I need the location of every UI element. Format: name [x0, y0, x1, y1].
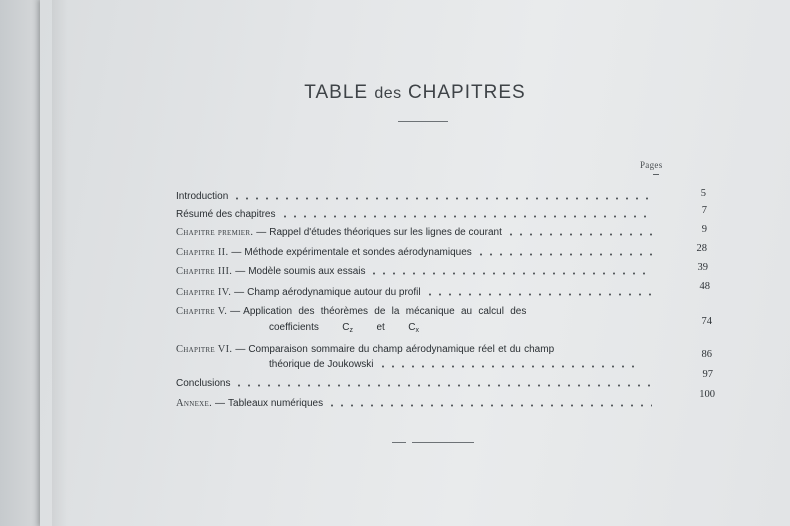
end-rule-long — [412, 442, 474, 443]
toc-entry-text-cont: et — [376, 322, 385, 333]
toc-dash: — — [231, 247, 242, 258]
toc-page-number: 86 — [701, 349, 712, 360]
leader-dots — [506, 233, 652, 236]
toc-page-number: 74 — [701, 316, 712, 327]
leader-dots — [369, 272, 652, 275]
toc-entry-text: Introduction — [176, 191, 229, 202]
coefficient-subscript: z — [349, 327, 354, 334]
chapter-label: Chapitre VI. — [176, 344, 233, 355]
leader-dots — [378, 365, 636, 368]
toc-entry-text-cont: théorique de Joukowski — [269, 359, 374, 370]
toc-entry-continuation — [176, 321, 419, 337]
toc-page-number: 97 — [702, 369, 713, 380]
toc-entry-text: Conclusions — [176, 378, 231, 389]
pages-column-header: Pages — [640, 160, 663, 170]
toc-entry-text: Tableaux numériques — [228, 398, 324, 409]
chapter-label: Annexe. — [176, 398, 213, 409]
toc-entry-chapitre-4 — [176, 281, 710, 299]
toc-entry-text: Méthode expérimentale et sondes aérodynamiques — [244, 247, 472, 258]
toc-page-number: 39 — [697, 262, 708, 273]
toc-dash: — — [215, 398, 226, 409]
title-word-table: TABLE — [304, 82, 369, 103]
chapter-label: Chapitre premier. — [176, 227, 254, 238]
toc-entry-text: Application des théorèmes de la mécanique au calcul des — [243, 306, 527, 317]
leader-dots — [476, 253, 652, 256]
coefficient-letter: C — [342, 322, 350, 333]
toc-entry-conclusions — [176, 369, 713, 390]
toc-page-number: 100 — [699, 389, 715, 400]
toc-entry-chapitre-6 — [176, 343, 712, 371]
toc-dash: — — [256, 227, 267, 238]
toc-entry-annexe — [176, 389, 715, 410]
leader-dots — [232, 197, 652, 200]
leader-dots — [425, 293, 652, 296]
toc-entry-text: Résumé des chapitres — [176, 209, 276, 220]
coefficient-cx — [408, 321, 419, 337]
table-of-contents — [40, 0, 790, 526]
leader-dots — [234, 384, 652, 387]
coefficient-cz — [342, 321, 353, 337]
title-word-des: des — [374, 85, 402, 102]
toc-page-number: 7 — [701, 205, 707, 216]
toc-entry-chapitre-premier — [176, 224, 707, 239]
chapter-label: Chapitre II. — [176, 247, 229, 258]
coefficient-subscript: x — [415, 327, 419, 334]
toc-entry-text: Modèle soumis aux essais — [248, 266, 366, 277]
end-rule-short — [392, 442, 406, 443]
toc-page-number: 5 — [700, 188, 706, 199]
toc-page-number: 28 — [696, 243, 707, 254]
toc-entry-chapitre-5 — [176, 305, 712, 337]
toc-dash: — — [230, 306, 241, 317]
toc-entry-text: Comparaison sommaire du champ aérodynamique réel et du champ — [248, 344, 555, 355]
toc-page-number: 48 — [699, 281, 710, 292]
coefficient-letter: C — [408, 322, 416, 333]
chapter-label: Chapitre III. — [176, 266, 233, 277]
chapter-label: Chapitre V. — [176, 306, 228, 317]
page-gutter-shadow — [52, 0, 68, 526]
toc-entry-text-cont: coefficients — [269, 322, 319, 333]
leader-dots — [280, 215, 653, 218]
toc-dash: — — [235, 344, 246, 355]
document-page — [40, 0, 790, 526]
leader-dots — [327, 404, 652, 407]
toc-entry-text: Champ aérodynamique autour du profil — [247, 287, 421, 298]
toc-entry-text: Rappel d'études théoriques sur les lignes de courant — [269, 227, 502, 238]
toc-entry-resume — [176, 205, 707, 221]
toc-dash: — — [235, 266, 246, 277]
toc-page-number: 9 — [701, 224, 707, 235]
toc-dash: — — [234, 287, 245, 298]
toc-entry-chapitre-2 — [176, 243, 707, 259]
toc-entry-chapitre-3 — [176, 262, 708, 278]
chapter-label: Chapitre IV. — [176, 287, 232, 298]
title-word-chapitres: CHAPITRES — [407, 82, 526, 103]
toc-entry-introduction — [176, 188, 706, 203]
